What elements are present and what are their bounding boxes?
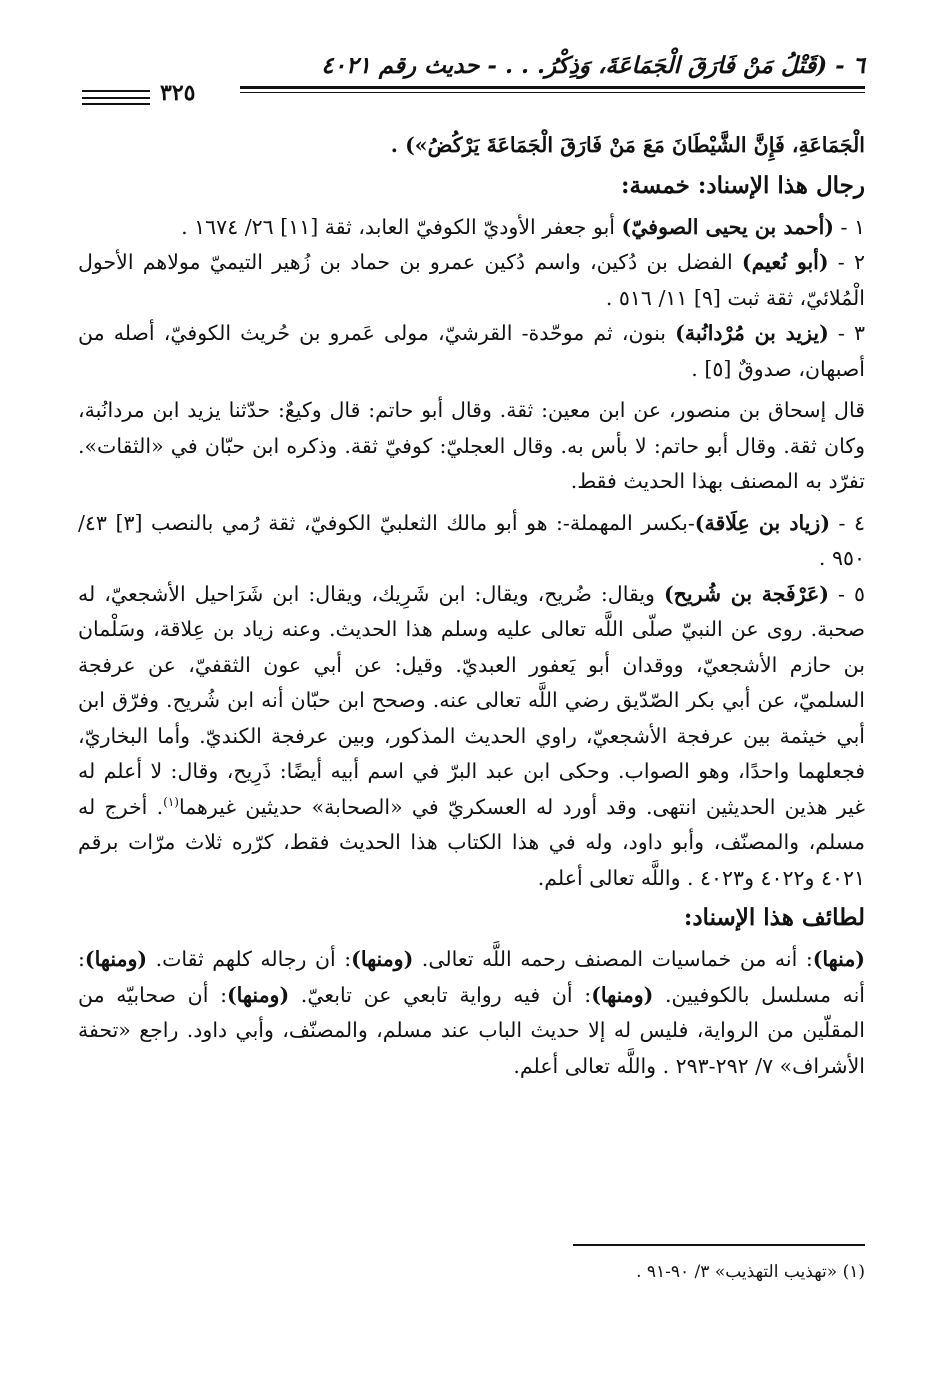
point-text: : أن فيه رواية تابعي عن تابعيّ. xyxy=(289,982,592,1007)
narrator-entry xyxy=(78,577,865,897)
narrator-bio: الفضل بن دُكين، واسم دُكين عمرو بن حماد بن زُهير التيميّ مولاهم الأحول الْمُلائيّ، ثقة ثبت [٩] ١١/ ٥١٦ . xyxy=(78,250,865,310)
narrator-bio: بنون، ثم موحّدة- القرشيّ، مولى عَمرو بن حُريث الكوفيّ، أصله من أصبهان، صدوقٌ [٥] . xyxy=(78,321,865,381)
point-label: (ومنها) xyxy=(84,947,148,971)
point-text: : أنه من خماسيات المصنف رحمه اللَّه تعالى. xyxy=(413,947,813,971)
narrator-bio: ويقال: ضُريح، ويقال: ابن شَرِيك، ويقال: ابن شَرَاحيل الأشجعيّ، له صحبة. روى عن النبيّ صلّى اللَّه تعالى عليه وسلم هذا الحديث. وعنه زياد بن عِلاقة، وسَلْمان بن حازم الأشجعيّ، ووقدان أبو يَعفور العبديّ. وقيل: عن أبي عون الثقفيّ، عن عرفجة السلميّ، عن أبي بكر الصّدّيق رضي اللَّه تعالى عنه. وصحح ابن حبّان أنه ابن شُريح. وفرّق ابن أبي خيثمة بين عرفجة الأشجعيّ، راوي الحديث المذكور، وبين عرفجة الكنديّ. وأما البخاريّ، فجعلهما واحدًا، وهو الصواب. وحكى ابن عبد البرّ في اسم أبيه أيضًا: ذَرِيح، وقال: لا أعلم له غير هذين الحديثين انتهى. وقد أورد له العسكريّ في «الصحابة» حديثين غيرهما xyxy=(78,581,866,819)
narrator-name: (أبو نُعيم) xyxy=(741,250,829,274)
narrator-number: ٤ - xyxy=(830,510,865,535)
narrator-name: (عَرْفَجة بن شُريح) xyxy=(663,581,829,606)
point-text: : أن صحابيّه من المقلّين من الرواية، فليس له إلا حديث الباب عند مسلم، والمصنّف، وأبي داود. راجع «تحفة الأشراف» ٧/ ٢٩٢-٢٩٣ . واللَّه تعالى أعلم. xyxy=(78,982,865,1078)
narrator-commentary: قال إسحاق بن منصور، عن ابن معين: ثقة. وقال أبو حاتم: قال وكيعٌ: حدّثنا يزيد ابن مردانُبة، وكان ثقة. وقال أبو حاتم: لا بأس به. وقال العجليّ: كوفيّ ثقة. وذكره ابن حبّان في «الثقات». تفرّد به المصنف بهذا الحديث فقط. xyxy=(78,398,865,493)
header-rule-thin xyxy=(240,92,865,93)
narrator-number: ٣ - xyxy=(828,321,865,345)
running-header xyxy=(82,52,865,106)
narrator-name: (زياد بن عِلَاقة) xyxy=(694,510,831,535)
page-number-rule xyxy=(82,90,150,92)
footnote: (١) «تهذيب التهذيب» ٣/ ٩٠-٩١ . xyxy=(636,1262,865,1282)
narrator-bio: أبو جعفر الأوديّ الكوفيّ العابد، ثقة [١١] ٢٦/ ١٦٧٤ . xyxy=(181,214,622,239)
page-number: ٣٢٥ xyxy=(160,80,196,106)
narrator-entry xyxy=(78,245,865,316)
point-label: (ومنها) xyxy=(591,982,654,1007)
footnote-separator xyxy=(573,1244,865,1246)
lataif-paragraph xyxy=(78,942,865,1084)
narrator-entry xyxy=(78,506,865,577)
narrator-number: ١ - xyxy=(834,214,865,239)
point-label: (منها) xyxy=(812,947,865,971)
narrator-name: (يزيد بن مُرْدانُبة) xyxy=(675,321,829,345)
narrator-bio: -بكسر المهملة-: هو أبو مالك الثعلبيّ الكوفيّ، ثقة رُمي بالنصب [٣] ٤٣/ ٩٥٠ . xyxy=(78,510,865,570)
main-text xyxy=(78,128,865,1084)
point-text: : أن رجاله كلهم ثقات. xyxy=(147,947,352,971)
point-text: : أنه مسلسل بالكوفيين. xyxy=(78,947,866,1007)
section-heading-lataif: لطائف هذا الإسناد: xyxy=(683,904,865,931)
chapter-title: ٦ - (قَتْلُ مَنْ فَارَقَ الْجَمَاعَةَ، وَذِكْرُ. . . - حديث رقم ٤٠٢١ xyxy=(321,52,865,79)
footnote-reference[interactable]: (١) xyxy=(163,794,179,809)
page-number-rule xyxy=(82,103,150,105)
point-label: (ومنها) xyxy=(351,947,414,971)
hadith-ending: الْجَمَاعَةِ، فَإِنَّ الشَّيْطَانَ مَعَ مَنْ فَارَقَ الْجَمَاعَةَ يَرْكُضُ») . xyxy=(390,133,865,157)
narrator-entry xyxy=(78,316,865,387)
narrator-name: (أحمد بن يحيى الصوفيّ) xyxy=(621,214,835,239)
narrator-entry xyxy=(78,210,865,246)
narrator-number: ٥ - xyxy=(828,581,865,606)
narrator-number: ٢ - xyxy=(828,250,865,274)
narrator-bio-end: . أخرج له مسلم، والمصنّف، وأبو داود، وله في هذا الكتاب هذا الحديث فقط، كرّره ثلاث مرّات برقم ٤٠٢١ و٤٠٢٢ و٤٠٢٣ . واللَّه تعالى أعلم. xyxy=(78,794,865,890)
section-heading-rijal: رجال هذا الإسناد: خمسة: xyxy=(621,171,865,199)
header-rule xyxy=(240,86,865,89)
point-label: (ومنها) xyxy=(226,982,290,1007)
page-number-rule xyxy=(82,97,150,99)
